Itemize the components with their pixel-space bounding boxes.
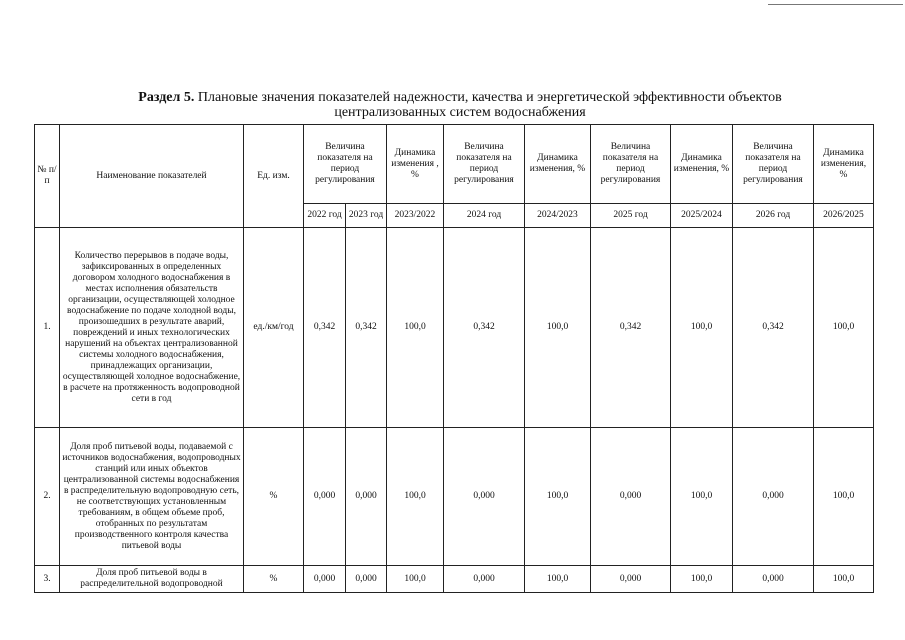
dynamics-2025: 100,0: [671, 428, 733, 566]
unit-cell: %: [244, 428, 304, 566]
subheader-2023-2022: 2023/2022: [387, 204, 444, 228]
indicator-name: Доля проб питьевой воды в распределительной водопроводной: [60, 566, 244, 593]
dynamics-2025: 100,0: [671, 566, 733, 593]
row-number: 1.: [35, 228, 60, 428]
value-2026: 0,342: [733, 228, 814, 428]
header-dynamics-2026: Динамика изменения, %: [814, 125, 874, 204]
value-2022: 0,342: [304, 228, 346, 428]
value-2024: 0,000: [444, 428, 525, 566]
header-dynamics-2023: Динамика изменения , %: [387, 125, 444, 204]
table-row: [35, 566, 874, 593]
subheader-2022: 2022 год: [304, 204, 346, 228]
table-row: [35, 428, 874, 566]
value-2026: 0,000: [733, 428, 814, 566]
subheader-2025: 2025 год: [591, 204, 671, 228]
subheader-2026-2025: 2026/2025: [814, 204, 874, 228]
subheader-2025-2024: 2025/2024: [671, 204, 733, 228]
header-value-2024: Величина показателя на период регулирования: [444, 125, 525, 204]
header-num: № п/п: [35, 125, 60, 228]
value-2025: 0,000: [591, 566, 671, 593]
header-name: Наименование показателей: [60, 125, 244, 228]
value-2024: 0,342: [444, 228, 525, 428]
dynamics-2023: 100,0: [387, 566, 444, 593]
section-title-line1: Плановые значения показателей надежности, качества и энергетической эффективности объектов: [197, 90, 782, 105]
value-2022: 0,000: [304, 566, 346, 593]
value-2023: 0,342: [346, 228, 387, 428]
header-value-2025: Величина показателя на период регулирования: [591, 125, 671, 204]
table-row: [35, 228, 874, 428]
header-dynamics-2024: Динамика изменения, %: [525, 125, 591, 204]
header-dynamics-2025: Динамика изменения, %: [671, 125, 733, 204]
value-2023: 0,000: [346, 428, 387, 566]
subheader-2026: 2026 год: [733, 204, 814, 228]
indicators-table: [34, 124, 874, 593]
value-2025: 0,000: [591, 428, 671, 566]
value-2025: 0,342: [591, 228, 671, 428]
header-row: [35, 125, 874, 204]
dynamics-2025: 100,0: [671, 228, 733, 428]
top-rule: [768, 4, 903, 5]
unit-cell: %: [244, 566, 304, 593]
row-number: 2.: [35, 428, 60, 566]
section-title-line2: централизованных систем водоснабжения: [334, 105, 586, 120]
value-2024: 0,000: [444, 566, 525, 593]
section-title: [60, 90, 860, 120]
section-label: Раздел 5.: [138, 90, 195, 105]
dynamics-2023: 100,0: [387, 428, 444, 566]
dynamics-2024: 100,0: [525, 228, 591, 428]
value-2022: 0,000: [304, 428, 346, 566]
header-value-2026: Величина показателя на период регулирования: [733, 125, 814, 204]
unit-cell: ед./км/год: [244, 228, 304, 428]
indicator-name: Количество перерывов в подаче воды, зафиксированных в определенных договором холодного водоснабжения в местах исполнения обязательств организации, осуществляющей холодное водоснабжение по подаче холодной воды, произошедших в результате аварий, повреждений и иных технологических нарушений на объектах централизованной системы холодного водоснабжения, принадлежащих организации, осуществляющей холодное водоснабжение, в расчете на протяженность водопроводной сети в год: [60, 228, 244, 428]
dynamics-2026: 100,0: [814, 228, 874, 428]
subheader-2023: 2023 год: [346, 204, 387, 228]
subheader-2024: 2024 год: [444, 204, 525, 228]
dynamics-2026: 100,0: [814, 566, 874, 593]
dynamics-2024: 100,0: [525, 566, 591, 593]
value-2023: 0,000: [346, 566, 387, 593]
indicator-name: Доля проб питьевой воды, подаваемой с источников водоснабжения, водопроводных станций или иных объектов централизованной системы водоснабжения в распределительную водопроводную сеть, не соответствующих установленным требованиям, в общем объеме проб, отобранных по результатам производственного контроля качества питьевой воды: [60, 428, 244, 566]
dynamics-2023: 100,0: [387, 228, 444, 428]
dynamics-2026: 100,0: [814, 428, 874, 566]
value-2026: 0,000: [733, 566, 814, 593]
header-value-2022-2023: Величина показателя на период регулирования: [304, 125, 387, 204]
dynamics-2024: 100,0: [525, 428, 591, 566]
header-unit: Ед. изм.: [244, 125, 304, 228]
subheader-2024-2023: 2024/2023: [525, 204, 591, 228]
row-number: 3.: [35, 566, 60, 593]
